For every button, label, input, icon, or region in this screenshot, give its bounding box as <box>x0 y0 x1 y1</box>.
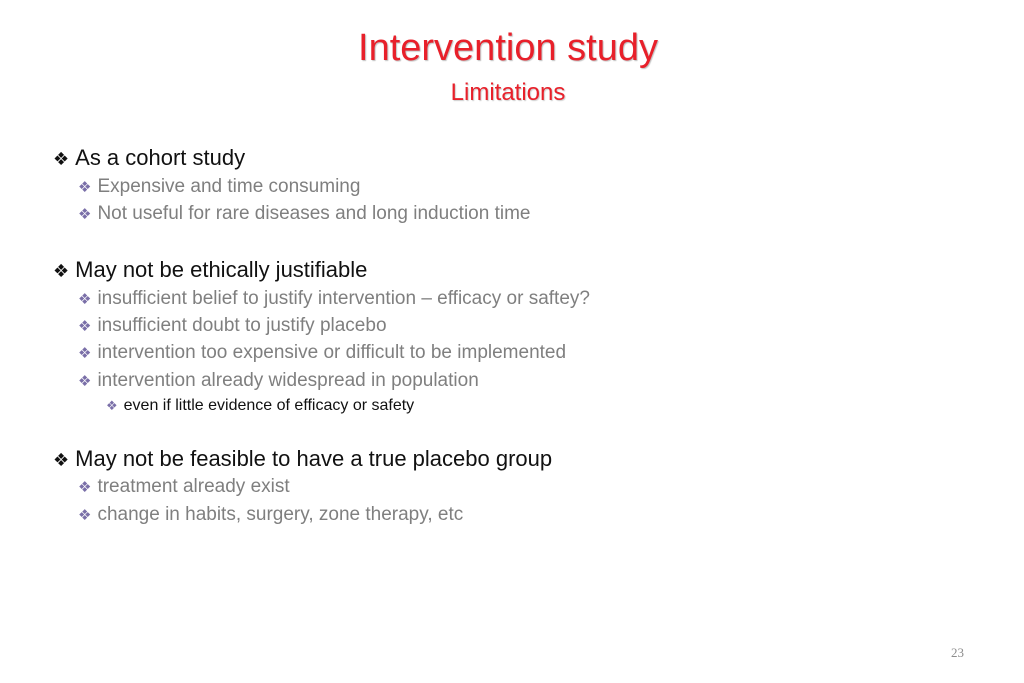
bullet-text: intervention already widespread in population <box>97 370 479 391</box>
diamond-bullet-icon: ❖ <box>53 149 70 169</box>
bullet-text: intervention too expensive or difficult to be implemented <box>97 342 567 363</box>
diamond-bullet-icon: ❖ <box>78 318 92 335</box>
bullet-text: Not useful for rare diseases and long induction time <box>97 203 531 224</box>
diamond-bullet-icon: ❖ <box>78 179 92 196</box>
sub-bullet <box>78 176 360 198</box>
bullet-heading-ethics <box>53 257 367 283</box>
slide-subtitle: Limitations <box>450 79 566 106</box>
diamond-bullet-icon: ❖ <box>78 345 92 362</box>
diamond-bullet-icon: ❖ <box>53 261 70 281</box>
sub-bullet <box>78 288 590 310</box>
bullet-text: Expensive and time consuming <box>97 176 361 197</box>
diamond-bullet-icon: ❖ <box>53 450 70 470</box>
bullet-text: insufficient doubt to justify placebo <box>97 315 387 336</box>
sub-sub-bullet <box>106 397 414 415</box>
bullet-text: insufficient belief to justify intervention – efficacy or saftey? <box>97 288 590 309</box>
bullet-heading-placebo <box>53 446 552 472</box>
page-number: 23 <box>951 645 964 660</box>
diamond-bullet-icon: ❖ <box>78 291 92 308</box>
bullet-text: As a cohort study <box>75 145 246 170</box>
diamond-bullet-icon: ❖ <box>106 398 118 413</box>
sub-bullet <box>78 315 387 337</box>
sub-bullet <box>78 504 463 526</box>
sub-bullet <box>78 342 566 364</box>
diamond-bullet-icon: ❖ <box>78 479 92 496</box>
sub-bullet <box>78 476 290 498</box>
bullet-heading-cohort <box>53 145 245 171</box>
diamond-bullet-icon: ❖ <box>78 206 92 223</box>
bullet-text: treatment already exist <box>97 476 290 497</box>
diamond-bullet-icon: ❖ <box>78 373 92 390</box>
slide-title: Intervention study <box>358 27 658 69</box>
bullet-text: change in habits, surgery, zone therapy, etc <box>97 504 464 525</box>
bullet-text: May not be feasible to have a true placebo group <box>75 446 553 471</box>
sub-bullet <box>78 370 479 392</box>
sub-bullet <box>78 203 530 225</box>
diamond-bullet-icon: ❖ <box>78 507 92 524</box>
bullet-text: May not be ethically justifiable <box>75 257 368 282</box>
bullet-text: even if little evidence of efficacy or safety <box>123 397 415 414</box>
